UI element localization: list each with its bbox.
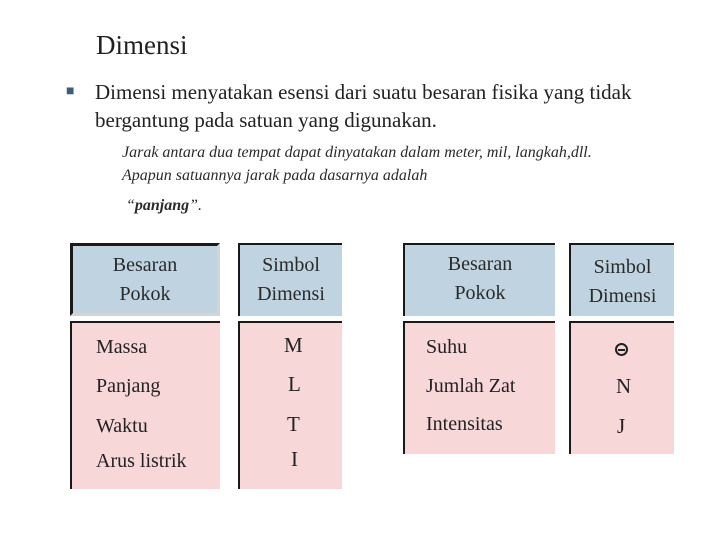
header-line: Pokok	[454, 282, 506, 304]
right-symbol-column	[569, 321, 674, 454]
quantity-cell: Jumlah Zat	[426, 375, 516, 397]
symbol-cell: I	[291, 447, 298, 471]
header-line: Besaran	[447, 253, 513, 275]
header-line: Pokok	[119, 283, 171, 305]
quantity-cell: Suhu	[426, 336, 468, 358]
header-simbol-dimensi-left	[238, 243, 342, 316]
header-simbol-dimensi-right	[569, 243, 674, 316]
header-line: Dimensi	[588, 285, 657, 307]
theta-icon	[615, 343, 628, 356]
header-line: Simbol	[593, 256, 652, 278]
quote-close: ”.	[189, 197, 203, 214]
quantity-cell: Waktu	[96, 415, 148, 437]
symbol-cell: L	[288, 372, 301, 396]
quote-word: panjang	[134, 197, 190, 214]
example-text: Jarak antara dua tempat dapat dinyatakan dalam meter, mil, langkah,dll. Apapun satuannya jarak pada dasarnya adalah	[122, 144, 592, 184]
quote-open: “	[126, 197, 135, 214]
header-besaran-pokok-left	[70, 243, 220, 316]
header-line: Simbol	[262, 254, 320, 276]
example-quote	[126, 197, 202, 215]
slide-title: Dimensi	[96, 30, 188, 60]
left-quantity-column	[70, 321, 220, 489]
quantity-cell: Massa	[96, 336, 148, 358]
header-line: Dimensi	[257, 283, 325, 305]
header-besaran-pokok-right	[403, 243, 555, 316]
symbol-cell: T	[287, 412, 300, 436]
quantity-cell: Intensitas	[426, 413, 503, 435]
symbol-cell: M	[284, 333, 303, 357]
right-quantity-column	[403, 321, 555, 454]
symbol-cell: J	[617, 414, 626, 438]
bullet-text: Dimensi menyatakan esensi dari suatu besaran fisika yang tidak bergantung pada satuan yang digunakan.	[95, 80, 632, 132]
quantity-cell: Panjang	[96, 375, 161, 397]
header-line: Besaran	[112, 254, 178, 276]
symbol-cell: N	[616, 374, 632, 398]
left-symbol-column	[238, 321, 342, 489]
quantity-cell: Arus listrik	[96, 450, 187, 472]
square-bullet-icon: ■	[66, 84, 75, 99]
